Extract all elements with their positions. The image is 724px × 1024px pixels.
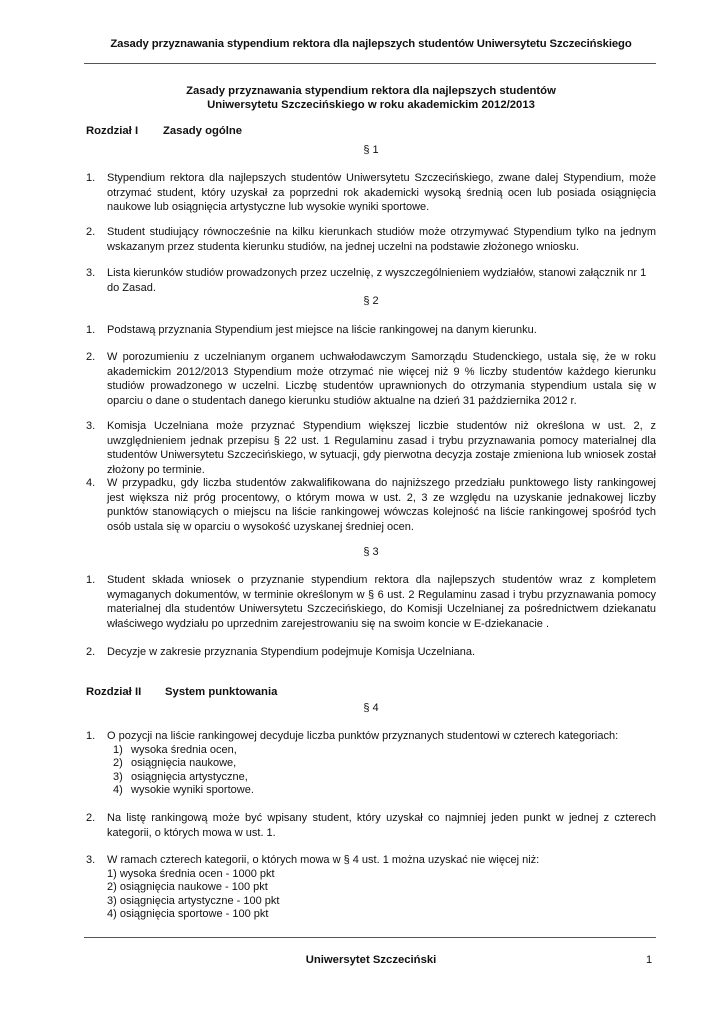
item-text: Student składa wniosek o przyznanie stypendium rektora dla najlepszych studentów wraz z kompletem wymaganych dokumentów, w terminie określonym w § 6 ust. 2 Regulaminu zasad i trybu przyznawania pomocy materialnej dla studentów Uniwersytetu Szczecińskiego, do Komisji Uczelnianej za pośrednictwem dziekanatu właściwego wydziału po uprzednim zarejestrowaniu się na swoim koncie w E-dziekanacie . — [107, 574, 656, 630]
item-number: 2. — [86, 351, 96, 363]
limits-list — [107, 868, 656, 922]
section-mark-2: § 2 — [363, 295, 379, 307]
header-divider — [84, 63, 656, 64]
footer-institution: Uniwersytet Szczeciński — [305, 954, 437, 966]
sub-item-text: wysoka średnia ocen, — [131, 743, 237, 756]
list-item — [86, 811, 656, 840]
item-number: 4. — [86, 477, 96, 489]
item-text: W przypadku, gdy liczba studentów zakwalifikowana do najniższego przedziału punktowego listy rankingowej jest większa niż próg procentowy, o którym mowa w ust. 2, 3 ze względu na uzyskanie jednakowej liczby punktów stanowiących o miejscu na liście rankingowej wówczas kolejność na liście rankingowej spośród tych osób ustala się w oparciu o wysokość uzyskanej średniej ocen. — [107, 477, 656, 533]
sub-list-item — [107, 744, 656, 758]
item-text: Podstawą przyznania Stypendium jest miejsce na liście rankingowej na danym kierunku. — [107, 324, 537, 336]
chapter-name: System punktowania — [165, 686, 278, 698]
list-item — [86, 171, 656, 215]
running-header: Zasady przyznawania stypendium rektora dla najlepszych studentów Uniwersytetu Szczecińskiego — [110, 38, 632, 50]
section-mark-3: § 3 — [363, 546, 379, 558]
item-text: W porozumieniu z uczelnianym organem uchwałodawczym Samorządu Studenckiego, ustala się, że w roku akademickim 2012/2013 Stypendium może otrzymać nie więcej niż 9 % liczby studentów każdego kierunku studiów prowadzonego w uczelni. Liczbę studentów uprawnionych do otrzymania stypendium ustala się w oparciu o dane o studentach danego kierunku studiów aktualne na dzień 31 października 2012 r. — [107, 351, 656, 407]
list-item — [86, 729, 656, 798]
footer-divider — [84, 937, 656, 938]
document-title — [86, 84, 656, 112]
sub-list-item — [107, 757, 656, 771]
limit-line: 4) osiągnięcia sportowe - 100 pkt — [107, 908, 269, 920]
item-text: Na listę rankingową może być wpisany student, który uzyskał co najmniej jeden punkt w jednej z czterech kategorii, o których mowa w ust. 1. — [107, 812, 656, 839]
sub-list-item — [107, 784, 656, 798]
item-text: Student studiujący równocześnie na kilku kierunkach studiów może otrzymywać Stypendium tylko na jednym wskazanym przez studenta kierunku studiów, na jednej uczelni na podstawie złożonego wniosku. — [107, 226, 656, 253]
sub-item-number: 1) — [113, 743, 123, 756]
sub-item-number: 4) — [113, 784, 123, 796]
title-line-2: Uniwersytetu Szczecińskiego w roku akademickim 2012/2013 — [207, 99, 535, 111]
item-text: Stypendium rektora dla najlepszych studentów Uniwersytetu Szczecińskiego, zwane dalej Stypendium, może otrzymać student, który uzyskał za poprzedni rok akademicki wysoką średnią ocen lub posiada osiągnięcia naukowe lub osiągnięcia artystyczne lub wysokie wyniki sportowe. — [107, 172, 656, 213]
title-line-1: Zasady przyznawania stypendium rektora dla najlepszych studentów — [186, 85, 556, 97]
chapter-name: Zasady ogólne — [163, 125, 243, 137]
limit-line: 2) osiągnięcia naukowe - 100 pkt — [107, 881, 268, 893]
item-text: Decyzje w zakresie przyznania Stypendium podejmuje Komisja Uczelniana. — [107, 646, 476, 658]
section-mark-1: § 1 — [363, 144, 379, 156]
item-number: 2. — [86, 646, 96, 658]
page-number: 1 — [646, 954, 653, 966]
item-number: 1. — [86, 730, 96, 742]
limit-line: 1) wysoka średnia ocen - 1000 pkt — [107, 867, 275, 880]
item-number: 1. — [86, 324, 96, 336]
chapter-number: Rozdział II — [86, 686, 142, 698]
sub-item-text: osiągnięcia artystyczne, — [131, 770, 248, 783]
sub-list — [107, 744, 656, 798]
sub-item-number: 2) — [113, 757, 123, 769]
item-number: 2. — [86, 812, 96, 824]
list-item — [86, 266, 656, 295]
chapter-number: Rozdział I — [86, 125, 139, 137]
item-number: 3. — [86, 854, 96, 866]
item-number: 3. — [86, 420, 96, 432]
sub-list-item — [107, 771, 656, 785]
item-number: 2. — [86, 226, 96, 238]
item-text: W ramach czterech kategorii, o których mowa w § 4 ust. 1 można uzyskać nie więcej niż: — [107, 854, 540, 866]
section-mark-4: § 4 — [363, 702, 379, 714]
sub-item-text: wysokie wyniki sportowe. — [131, 784, 254, 796]
sub-item-number: 3) — [113, 770, 123, 783]
sub-item-text: osiągnięcia naukowe, — [131, 757, 237, 769]
list-item — [86, 225, 656, 254]
list-item — [86, 645, 656, 660]
list-item — [86, 350, 656, 408]
item-text: O pozycji na liście rankingowej decyduje liczba punktów przyznanych studentowi w czterech kategoriach: — [107, 730, 619, 742]
list-item — [86, 853, 656, 922]
list-item — [86, 476, 656, 534]
item-text: Komisja Uczelniana może przyznać Stypendium większej liczbie studentów niż określona w ust. 2, z uwzględnieniem jednak przepisu § 22 ust. 1 Regulaminu zasad i trybu przyznawania pomocy materialnej dla studentów Uniwersytetu Szczecińskiego, w sytuacji, gdy pierwotna decyzja zostaje zmieniona lub wniosek został złożony po terminie. — [107, 420, 656, 476]
list-item — [86, 323, 656, 338]
list-item — [86, 573, 656, 631]
limit-line: 3) osiągnięcia artystyczne - 100 pkt — [107, 894, 280, 907]
item-text: Lista kierunków studiów prowadzonych przez uczelnię, z wyszczególnieniem wydziałów, stanowi załącznik nr 1 do Zasad. — [107, 267, 647, 294]
list-item — [86, 419, 656, 477]
item-number: 1. — [86, 574, 96, 586]
item-number: 3. — [86, 267, 96, 279]
item-number: 1. — [86, 172, 96, 184]
